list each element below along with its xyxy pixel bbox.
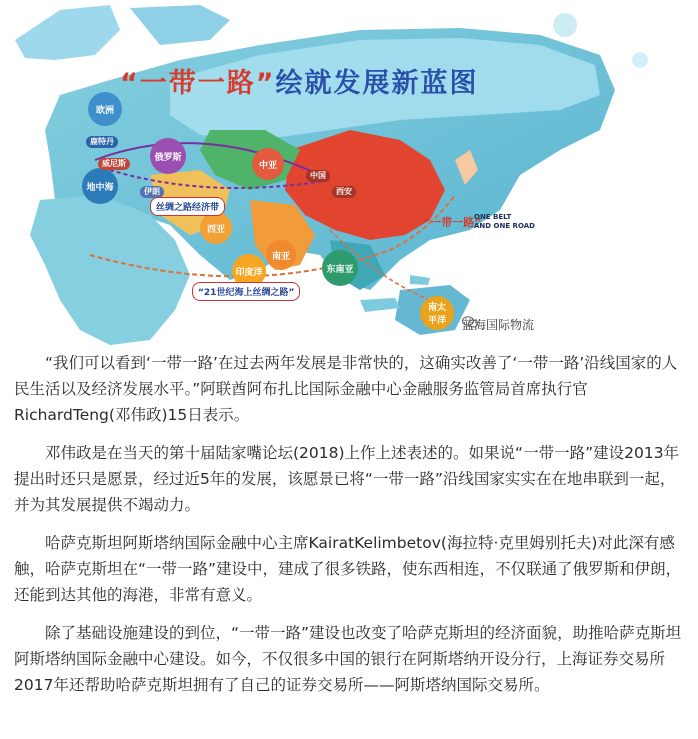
city-china: 中国 bbox=[306, 170, 330, 182]
obor-label-cn: “一带一路” bbox=[423, 216, 482, 229]
title-highlight: 一带一路 bbox=[139, 68, 256, 99]
obor-label-en bbox=[474, 213, 535, 231]
region-europe: 欧洲 bbox=[88, 92, 122, 126]
article-paragraph-2: 邓伟政是在当天的第十届陆家嘴论坛(2018)上作上述表述的。如果说“一带一路”建设2013年提出时还只是愿景，经过近5年的发展，该愿景已将“一带一路”沿线国家实实在在地串联到一起，并为其发展提供不竭动力。 bbox=[14, 444, 680, 514]
article-body bbox=[14, 350, 684, 710]
ribbon-silk-road-belt: 丝绸之路经济带 bbox=[150, 197, 225, 216]
article-paragraph-4: 除了基础设施建设的到位，“一带一路”建设也改变了哈萨克斯坦的经济面貌，助推哈萨克斯坦阿斯塔纳国际金融中心建设。如今，不仅很多中国的银行在阿斯塔纳开设分行，上海证券交易所2017年还帮助哈萨克斯坦拥有了自己的证券交易所——阿斯塔纳国际交易所。 bbox=[14, 624, 682, 694]
article-paragraph-1: “我们可以看到‘一带一路’在过去两年发展是非常快的，这确实改善了‘一带一路’沿线国家的人民生活以及经济发展水平。”阿联酋阿布扎比国际金融中心金融服务监管局首席执行官RichardTeng(邓伟政)15日表示。 bbox=[14, 354, 678, 424]
region-southeast-asia: 东南亚 bbox=[322, 250, 358, 286]
city-xian: 西安 bbox=[332, 186, 356, 198]
wechat-icon bbox=[462, 316, 478, 328]
belt-road-map-image bbox=[0, 0, 698, 345]
obor-en-line1: ONE BELT bbox=[474, 213, 512, 221]
region-south-pacific: 南太 平洋 bbox=[420, 296, 454, 330]
title-rest: 绘就发展新蓝图 bbox=[275, 68, 479, 99]
city-venice: 威尼斯 bbox=[98, 158, 130, 170]
watermark-text: 蓝海国际物流 bbox=[462, 318, 535, 332]
watermark bbox=[462, 316, 534, 333]
map-title bbox=[120, 70, 479, 97]
region-south-asia: 南亚 bbox=[266, 240, 296, 270]
ribbon-maritime-silk-road: “21世纪海上丝绸之路” bbox=[192, 282, 300, 301]
title-quote-open: “ bbox=[120, 68, 140, 99]
region-russia: 俄罗斯 bbox=[150, 138, 186, 174]
region-indian-ocean: 印度洋 bbox=[232, 254, 266, 288]
region-west-asia: 西亚 bbox=[200, 212, 232, 244]
city-iran: 伊朗 bbox=[140, 186, 164, 198]
region-central-asia: 中亚 bbox=[252, 148, 284, 180]
article-paragraph-3: 哈萨克斯坦阿斯塔纳国际金融中心主席KairatKelimbetov(海拉特·克里姆别托夫)对此深有感触，哈萨克斯坦在“一带一路”建设中，建成了很多铁路，使东西相连，不仅联通了俄罗斯和伊朗，还能到达其他的海港，非常有意义。 bbox=[14, 534, 682, 604]
region-mediterranean: 地中海 bbox=[82, 168, 118, 204]
obor-en-line2: AND ONE ROAD bbox=[474, 222, 535, 230]
city-rotterdam: 鹿特丹 bbox=[86, 136, 118, 148]
title-quote-close: ” bbox=[255, 68, 276, 99]
